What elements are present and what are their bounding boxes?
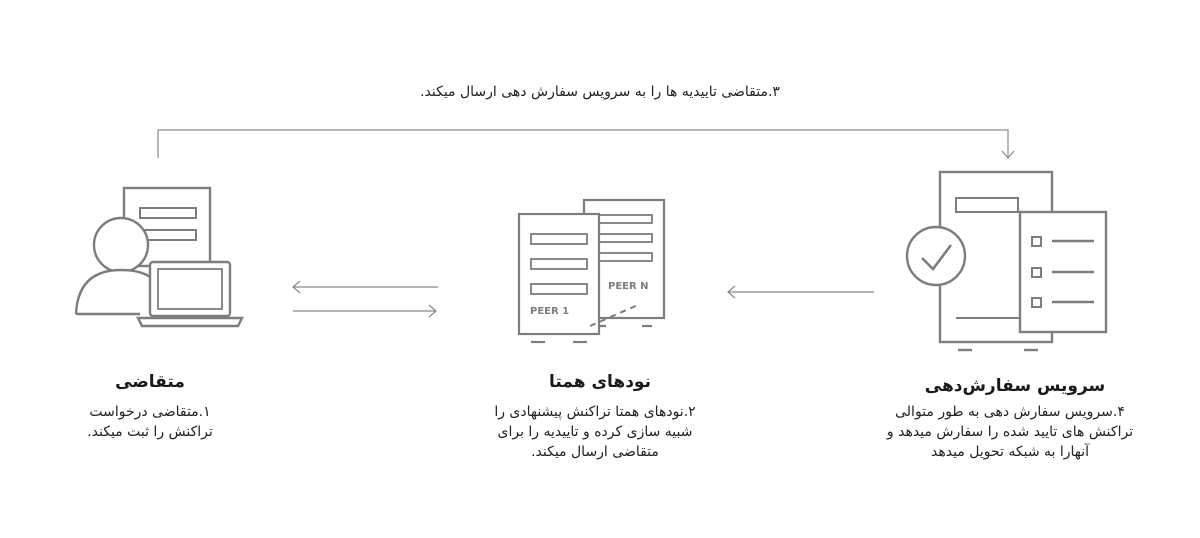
client-icon	[76, 188, 242, 326]
peers-desc-line: ۲.نودهای همتا تراکنش پیشنهادی را	[494, 404, 696, 420]
peers-icon	[519, 200, 664, 342]
orderer-desc-line: ۴.سرویس سفارش دهی به طور متوالی	[895, 404, 1125, 420]
orderer-title: سرویس سفارش‌دهی	[924, 376, 1106, 396]
top-caption: ۳.متقاضی تاییدیه ها را به سرویس سفارش دهی ارسال میکند.	[420, 84, 780, 100]
orderer-to-peers-arrow	[728, 286, 874, 298]
orderer-desc-line: تراکنش های تایید شده را سفارش میدهد و	[886, 424, 1134, 440]
orderer-desc-line: آنهارا به شبکه تحویل میدهد	[930, 444, 1090, 460]
orderer-icon	[907, 172, 1106, 350]
peers-title: نودهای همتا	[549, 372, 651, 392]
peers-desc-line: شبیه سازی کرده و تاییدیه را برای	[497, 424, 693, 440]
peers-description	[430, 402, 760, 462]
peerN-label: PEER N	[608, 281, 649, 292]
client-title: متقاضی	[115, 372, 185, 392]
peer1-label: PEER 1	[530, 306, 570, 317]
client-desc-line: تراکنش را ثبت میکند.	[87, 424, 213, 440]
top-connector	[158, 130, 1014, 158]
client-description	[30, 402, 270, 442]
orderer-description	[835, 402, 1185, 462]
peers-desc-line: متقاضی ارسال میکند.	[531, 444, 659, 460]
client-peer-arrows	[293, 281, 438, 317]
client-desc-line: ۱.متقاضی درخواست	[89, 404, 211, 420]
